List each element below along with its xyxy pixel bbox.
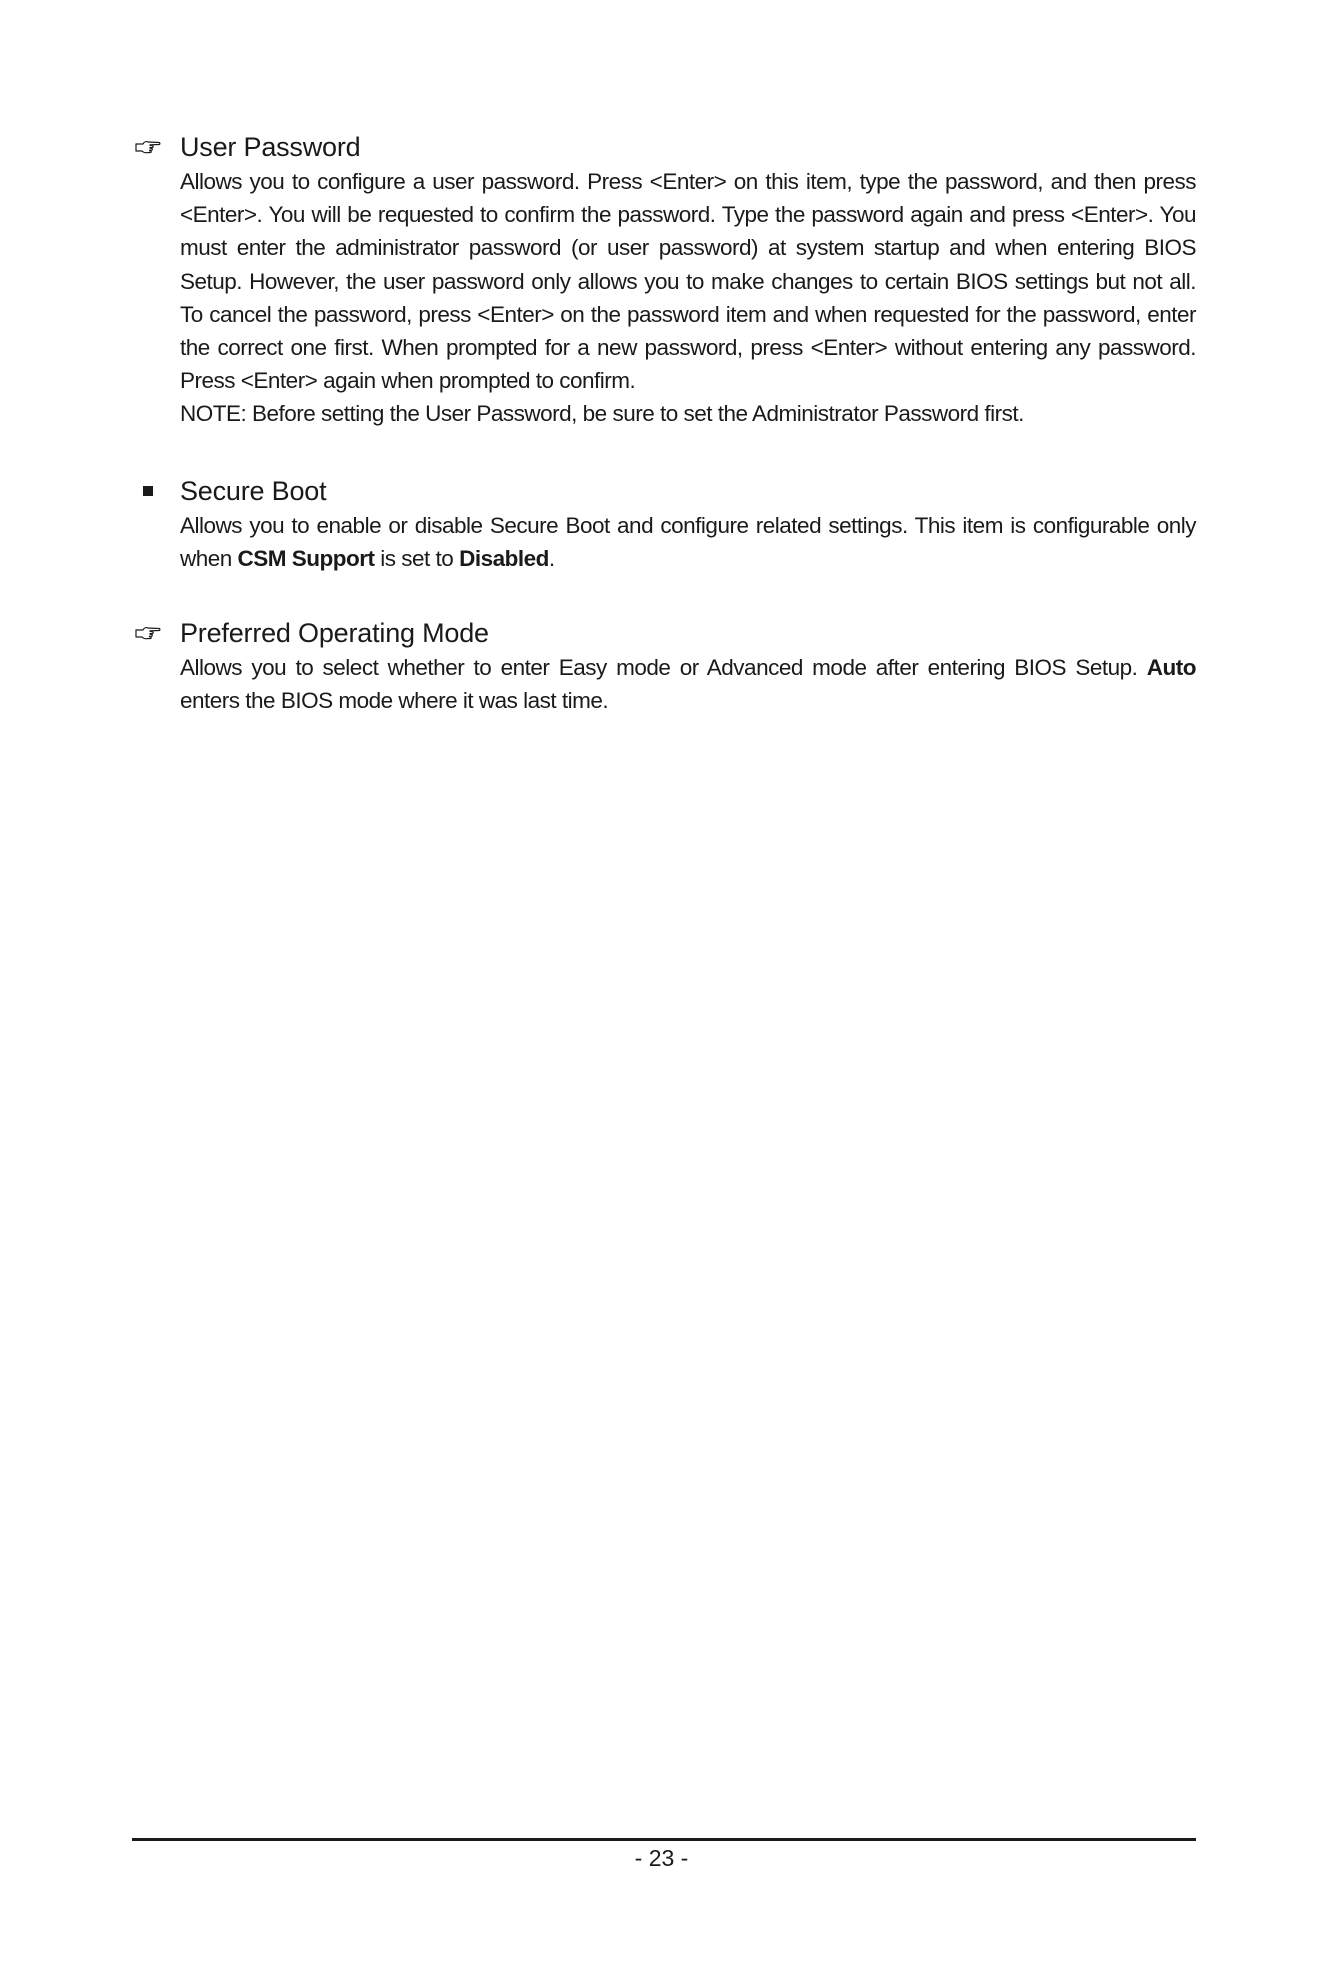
section-title: User Password [180,132,361,162]
setting-value-auto: Auto [1146,655,1196,680]
pointing-hand-icon [134,619,162,647]
note-paragraph: NOTE: Before setting the User Password, be sure to set the Administrator Password first. [180,401,1024,427]
setting-name-csm-support: CSM Support [237,546,375,572]
text-run: is set to [374,546,460,572]
section-body [180,651,1196,717]
text-run: enters the BIOS mode where it was last time. [180,688,609,714]
setting-value-disabled: Disabled [459,546,549,572]
section-title: Preferred Operating Mode [180,618,489,648]
text-run: . [548,546,555,572]
pointing-hand-icon [134,133,162,161]
section-title: Secure Boot [180,476,327,506]
paragraph [180,651,1196,717]
section-body [180,509,1196,575]
paragraph: Allows you to configure a user password. Press <Enter> on this item, type the password, and then press <Enter>. You will be requested to confirm the password. Type the password again and press <Enter>. You must enter the administrator password (or user password) at system startup and when entering BIOS Setup. However, the user password only allows you to make changes to certain BIOS settings but not all. To cancel the password, press <Enter> on the password item and when requested for the password, enter the correct one first. When prompted for a new password, press <Enter> without entering any password. Press <Enter> again when prompted to confirm. [180,169,1196,394]
paragraph [180,509,1196,575]
section-body [180,165,1196,431]
footer-divider [132,1838,1196,1841]
square-bullet-icon [134,477,162,505]
text-run: Allows you to select whether to enter Easy mode or Advanced mode after entering BIOS Setup. [180,655,1147,680]
text-run: Allows you to enable or disable Secure Boot and configure related settings. This item is configurable only when [180,513,1196,572]
page-number: - 23 - [634,1845,689,1871]
